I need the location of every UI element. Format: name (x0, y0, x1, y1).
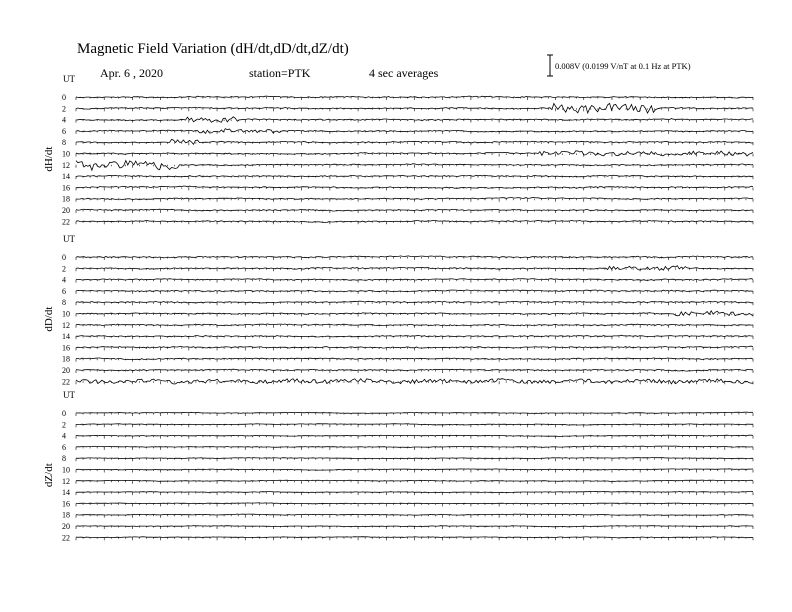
scale-bar-icon (547, 55, 553, 76)
hour-label: 2 (62, 420, 66, 430)
hour-label: 14 (62, 332, 70, 342)
ut-label: UT (63, 74, 75, 84)
trace-line (76, 526, 753, 527)
trace-line (76, 103, 753, 113)
panel-dD-dt (43, 234, 753, 386)
hour-label: 12 (62, 476, 70, 486)
hour-label: 6 (62, 442, 66, 452)
hour-label: 2 (62, 104, 66, 114)
hour-label: 8 (62, 298, 66, 308)
hour-label: 0 (62, 409, 66, 418)
component-label: dH/dt (43, 146, 55, 172)
hour-label: 16 (62, 499, 70, 509)
trace-line (76, 446, 753, 448)
hour-label: 4 (62, 115, 66, 125)
hour-label: 10 (62, 309, 70, 319)
panel-dH-dt (43, 74, 753, 226)
hour-label: 4 (62, 431, 66, 441)
hour-label: 22 (62, 377, 70, 387)
hour-label: 0 (62, 93, 66, 102)
hour-label: 18 (62, 194, 70, 204)
component-label: dZ/dt (43, 463, 55, 488)
hour-label: 12 (62, 160, 70, 170)
component-label: dD/dt (43, 306, 55, 332)
chart-title: Magnetic Field Variation (dH/dt,dD/dt,dZ/dt) (77, 41, 349, 57)
hour-label: 16 (62, 343, 70, 353)
trace-line (76, 198, 753, 200)
hour-label: 18 (62, 354, 70, 364)
hour-label: 20 (62, 366, 70, 375)
panel-dZ-dt (43, 390, 753, 542)
hour-label: 22 (62, 533, 70, 543)
hour-label: 14 (62, 488, 70, 498)
averaging-label: 4 sec averages (369, 66, 439, 80)
hour-label: 0 (62, 253, 66, 262)
hour-label: 6 (62, 126, 66, 136)
scale-label: 0.008V (0.0199 V/nT at 0.1 Hz at PTK) (555, 61, 691, 71)
hour-label: 10 (62, 465, 70, 475)
hour-label: 18 (62, 510, 70, 520)
hour-label: 2 (62, 264, 66, 274)
hour-label: 14 (62, 172, 70, 182)
trace-line (76, 209, 753, 211)
ut-label: UT (63, 234, 75, 244)
hour-label: 20 (62, 206, 70, 215)
trace-line (76, 491, 753, 492)
trace-line (76, 290, 753, 292)
hour-label: 12 (62, 320, 70, 330)
hour-label: 22 (62, 217, 70, 227)
hour-label: 20 (62, 522, 70, 531)
trace-line (76, 514, 753, 515)
trace-line (76, 346, 753, 348)
hour-label: 8 (62, 138, 66, 148)
hour-label: 6 (62, 286, 66, 296)
hour-label: 4 (62, 275, 66, 285)
ut-label: UT (63, 390, 75, 400)
hour-label: 10 (62, 149, 70, 159)
trace-line (76, 279, 753, 281)
date-label: Apr. 6 , 2020 (100, 66, 163, 80)
hour-label: 16 (62, 183, 70, 193)
hour-label: 8 (62, 454, 66, 464)
station-label: station=PTK (249, 66, 311, 80)
trace-line (76, 186, 753, 188)
trace-line (76, 458, 753, 459)
